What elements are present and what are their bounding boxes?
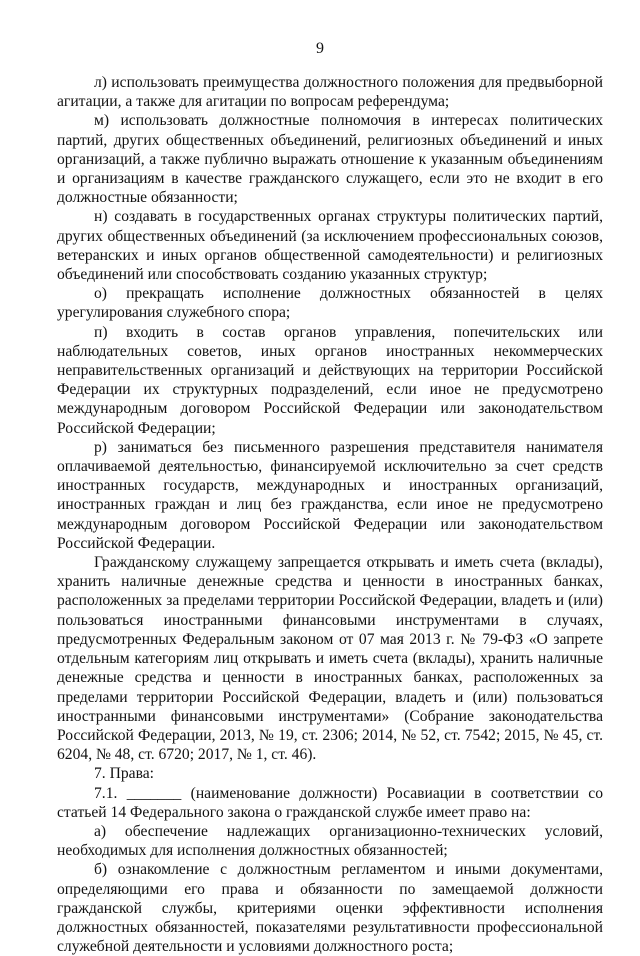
paragraph-item-a: а) обеспечение надлежащих организационно-технических условий, необходимых для исполнения должностных обязанностей; <box>57 822 603 860</box>
paragraph-item-m: м) использовать должностные полномочия в интересах политических партий, других общественных объединений, религиозных объединений и иных организаций, а также публично выражать отношение к указанным объединениям и организациям в качестве гражданского служащего, если это не входит в его должностные обязанности; <box>57 112 603 207</box>
paragraph-item-r: р) заниматься без письменного разрешения представителя нанимателя оплачиваемой деятельностью, финансируемой исключительно за счет средств иностранных государств, международных и иностранных организаций, иностранных граждан и лиц без гражданства, если иное не предусмотрено международным договором Российской Федерации или законодательством Российской Федерации. <box>57 438 603 552</box>
paragraph-item-p: п) входить в состав органов управления, попечительских или наблюдательных советов, иных органов иностранных некоммерческих неправительственных организаций и действующих на территории Российской Федерации их структурных подразделений, если иное не предусмотрено международным договором Российской Федерации или законодательством Российской Федерации; <box>57 323 603 437</box>
paragraph-item-l: л) использовать преимущества должностного положения для предвыборной агитации, а также для агитации по вопросам референдума; <box>57 74 603 111</box>
paragraph-foreign-accounts: Гражданскому служащему запрещается открывать и иметь счета (вклады), хранить наличные денежные средства и ценности в иностранных банках, расположенных за пределами территории Российской Федерации, владеть и (или) пользоваться иностранными финансовыми инструментами в случаях, предусмотренных Федеральным законом от 07 мая 2013 г. № 79-ФЗ «О запрете отдельным категориям лиц открывать и иметь счета (вклады), хранить наличные денежные средства и ценности в иностранных банках, расположенных за пределами территории Российской Федерации, владеть и (или) пользоваться иностранными финансовыми инструментами» (Собрание законодательства Российской Федерации, 2013, № 19, ст. 2306; 2014, № 52, ст. 7542; 2015, № 45, ст. 6204, № 48, ст. 6720; 2017, № 1, ст. 46). <box>57 554 603 764</box>
paragraph-item-b: б) ознакомление с должностным регламентом и иными документами, определяющими его права и обязанности по замещаемой должности гражданской службы, критериями оценки эффективности исполнения должностных обязанностей, показателями результативности профессиональной служебной деятельности и условиями должностного роста; <box>57 861 603 956</box>
paragraph-item-n: н) создавать в государственных органах структуры политических партий, других общественных объединений (за исключением профессиональных союзов, ветеранских и иных органов общественной самодеятельности) и религиозных объединений или способствовать созданию указанных структур; <box>57 208 603 284</box>
page-number: 9 <box>316 40 324 57</box>
paragraph-7-1: 7.1. _______ (наименование должности) Росавиации в соответствии со статьей 14 Федерального закона о гражданской службе имеет право на: <box>57 784 603 821</box>
section-heading-rights: 7. Права: <box>94 765 154 783</box>
paragraph-item-o: о) прекращать исполнение должностных обязанностей в целях урегулирования служебного спора; <box>57 285 603 322</box>
document-body <box>57 73 603 956</box>
